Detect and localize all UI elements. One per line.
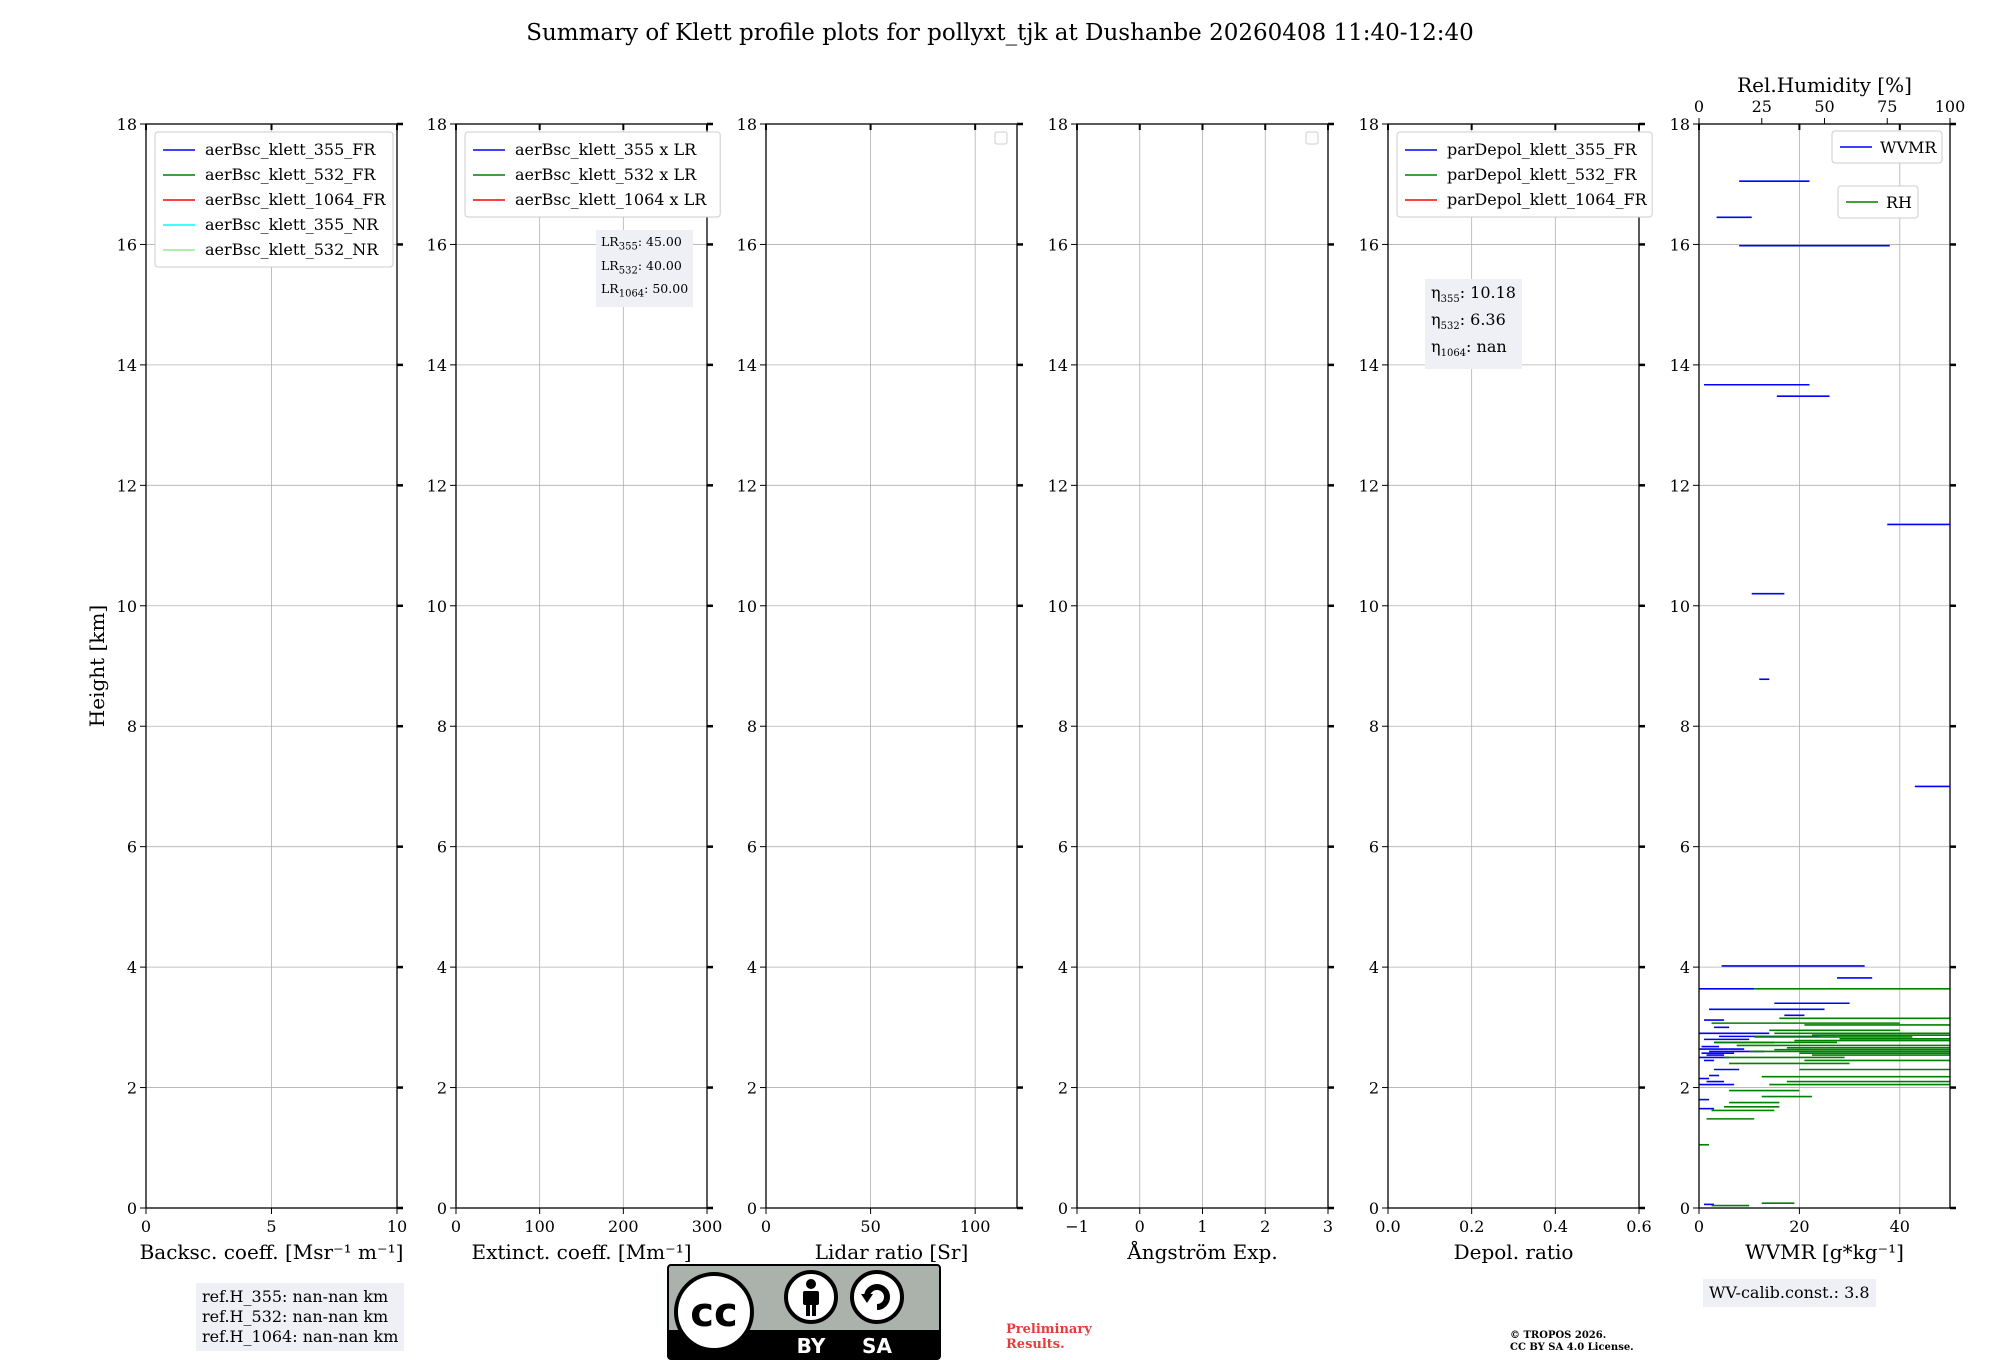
legend-label: parDepol_klett_1064_FR bbox=[1447, 190, 1647, 209]
panel-1 bbox=[85, 115, 407, 1264]
eta-355-line: $\eta_{355}$: 10.18 bbox=[1431, 283, 1516, 306]
y-tick-label: 18 bbox=[1047, 115, 1068, 134]
lidar-ratio-info-box bbox=[596, 230, 693, 307]
y-tick-label: 2 bbox=[126, 1078, 137, 1098]
y-tick-label: 16 bbox=[736, 235, 757, 255]
lr-532-line: $LR_{532}$: 40.00 bbox=[601, 257, 682, 276]
x-tick-label: 300 bbox=[691, 1217, 723, 1236]
ref-h-532-line: ref.H_532: nan-nan km bbox=[202, 1307, 389, 1326]
empty-legend-box bbox=[995, 132, 1007, 144]
y-tick-label: 4 bbox=[1057, 958, 1068, 978]
by-label: BY bbox=[796, 1334, 826, 1358]
legend bbox=[1397, 132, 1652, 217]
y-tick-label: 14 bbox=[1047, 355, 1068, 375]
y-axis-label: Height [km] bbox=[85, 604, 109, 728]
x-axis-label: WVMR [g*kg⁻¹] bbox=[1745, 1240, 1904, 1264]
x-tick-label: 20 bbox=[1789, 1217, 1810, 1236]
y-tick-label: 16 bbox=[1358, 235, 1379, 255]
angstrom-eta-info-box bbox=[1425, 279, 1522, 369]
x-axis-label: Ångström Exp. bbox=[1127, 1240, 1278, 1264]
y-tick-label: 14 bbox=[426, 355, 447, 375]
by-person-icon bbox=[786, 1272, 836, 1322]
legend-label: aerBsc_klett_355 x LR bbox=[515, 140, 697, 159]
panel-6 bbox=[1670, 73, 1966, 1264]
legend-label: aerBsc_klett_532_NR bbox=[205, 240, 379, 259]
copyright-note: © TROPOS 2026. CC BY SA 4.0 License. bbox=[1510, 1330, 1634, 1353]
y-tick-label: 8 bbox=[1057, 717, 1068, 737]
x2-tick-label: 75 bbox=[1877, 97, 1898, 116]
y-tick-label: 16 bbox=[1669, 235, 1690, 255]
y-tick-label: 14 bbox=[1669, 355, 1690, 375]
axes-frame bbox=[766, 124, 1017, 1208]
y-tick-label: 6 bbox=[746, 837, 757, 857]
legend bbox=[155, 132, 393, 267]
x-axis-label: Depol. ratio bbox=[1453, 1240, 1574, 1264]
legend-wvmr bbox=[1832, 131, 1942, 163]
y-tick-label: 14 bbox=[116, 355, 137, 375]
y-tick-label: 14 bbox=[736, 355, 757, 375]
y-tick-label: 6 bbox=[1368, 837, 1379, 857]
empty-legend-box bbox=[1306, 132, 1318, 144]
y-tick-label: 0 bbox=[126, 1199, 137, 1218]
legend-rh bbox=[1838, 186, 1918, 218]
reference-height-info-box bbox=[196, 1283, 404, 1351]
x-tick-label: 0.4 bbox=[1542, 1217, 1569, 1236]
y-tick-label: 6 bbox=[1057, 837, 1068, 857]
y-tick-label: 6 bbox=[126, 837, 137, 857]
y-tick-label: 12 bbox=[736, 476, 757, 496]
y-tick-label: 0 bbox=[746, 1199, 757, 1218]
y-tick-label: 18 bbox=[116, 115, 137, 134]
legend-label: aerBsc_klett_355_FR bbox=[205, 140, 376, 159]
wv-calibration-info-box: WV-calib.const.: 3.8 bbox=[1703, 1279, 1876, 1307]
y-tick-label: 0 bbox=[436, 1199, 447, 1218]
ref-h-1064-line: ref.H_1064: nan-nan km bbox=[202, 1327, 399, 1346]
y-tick-label: 2 bbox=[436, 1078, 447, 1098]
x-axis-label: Extinct. coeff. [Mm⁻¹] bbox=[471, 1240, 692, 1264]
eta-532-line: $\eta_{532}$: 6.36 bbox=[1431, 310, 1506, 333]
x-tick-label: 2 bbox=[1260, 1217, 1271, 1236]
y-tick-label: 0 bbox=[1679, 1199, 1690, 1218]
figure-title: Summary of Klett profile plots for pollyxt_tjk at Dushanbe 20260408 11:40-12:40 bbox=[526, 20, 1474, 46]
y-tick-label: 8 bbox=[1679, 717, 1690, 737]
x-tick-label: 0.0 bbox=[1375, 1217, 1401, 1236]
y-tick-label: 4 bbox=[126, 958, 137, 978]
x2-tick-label: 0 bbox=[1693, 97, 1705, 116]
y-tick-label: 8 bbox=[746, 717, 757, 737]
x-tick-label: 0.2 bbox=[1458, 1217, 1485, 1236]
x-axis-label: Lidar ratio [Sr] bbox=[814, 1240, 969, 1264]
y-tick-label: 10 bbox=[1047, 596, 1068, 616]
y-tick-label: 4 bbox=[746, 958, 757, 978]
sa-label: SA bbox=[862, 1334, 892, 1358]
x2-axis-label: Rel.Humidity [%] bbox=[1737, 73, 1912, 97]
x-tick-label: 5 bbox=[266, 1217, 277, 1236]
y-tick-label: 4 bbox=[436, 958, 447, 978]
legend-label: aerBsc_klett_355_NR bbox=[205, 215, 379, 234]
x-axis-label: Backsc. coeff. [Msr⁻¹ m⁻¹] bbox=[139, 1240, 404, 1264]
y-tick-label: 6 bbox=[436, 837, 447, 857]
legend-label: WVMR bbox=[1880, 138, 1937, 157]
legend-label: parDepol_klett_355_FR bbox=[1447, 140, 1637, 159]
y-tick-label: 2 bbox=[1368, 1078, 1379, 1098]
legend bbox=[465, 132, 720, 217]
x-tick-label: 1 bbox=[1197, 1217, 1208, 1236]
x-tick-label: 0 bbox=[760, 1217, 772, 1236]
eta-1064-line: $\eta_{1064}$: nan bbox=[1431, 337, 1507, 360]
panel-3 bbox=[737, 115, 1023, 1264]
y-tick-label: 16 bbox=[1047, 235, 1068, 255]
y-tick-label: 18 bbox=[426, 115, 447, 134]
y-tick-label: 16 bbox=[426, 235, 447, 255]
y-tick-label: 0 bbox=[1057, 1199, 1068, 1218]
x-tick-label: 50 bbox=[860, 1217, 881, 1236]
y-tick-label: 14 bbox=[1358, 355, 1379, 375]
x-tick-label: 3 bbox=[1322, 1217, 1334, 1236]
y-tick-label: 2 bbox=[1057, 1078, 1068, 1098]
x2-tick-label: 100 bbox=[1934, 97, 1966, 116]
y-tick-label: 12 bbox=[1669, 476, 1690, 496]
y-tick-label: 2 bbox=[746, 1078, 757, 1098]
y-tick-label: 16 bbox=[116, 235, 137, 255]
y-tick-label: 12 bbox=[1047, 476, 1068, 496]
x-tick-label: 40 bbox=[1889, 1217, 1910, 1236]
x-tick-label: 200 bbox=[608, 1217, 639, 1236]
y-tick-label: 12 bbox=[1358, 476, 1379, 496]
legend-label: aerBsc_klett_1064_FR bbox=[205, 190, 386, 209]
x-tick-label: 100 bbox=[524, 1217, 555, 1236]
legend-label: aerBsc_klett_1064 x LR bbox=[515, 190, 707, 209]
panel-4 bbox=[1048, 115, 1334, 1264]
y-tick-label: 12 bbox=[116, 476, 137, 496]
y-tick-label: 18 bbox=[736, 115, 757, 134]
y-tick-label: 18 bbox=[1669, 115, 1690, 134]
y-tick-label: 12 bbox=[426, 476, 447, 496]
x2-tick-label: 50 bbox=[1814, 97, 1835, 116]
y-tick-label: 10 bbox=[1358, 596, 1379, 616]
x-tick-label: 0 bbox=[1693, 1217, 1705, 1236]
lr-1064-line: $LR_{1064}$: 50.00 bbox=[601, 281, 689, 300]
y-tick-label: 6 bbox=[1679, 837, 1690, 857]
y-tick-label: 10 bbox=[736, 596, 757, 616]
legend-label: aerBsc_klett_532 x LR bbox=[515, 165, 697, 184]
preliminary-results-note: Preliminary Results. bbox=[1006, 1322, 1092, 1352]
y-tick-label: 2 bbox=[1679, 1078, 1690, 1098]
x-tick-label: 100 bbox=[959, 1217, 991, 1236]
y-tick-label: 4 bbox=[1368, 958, 1379, 978]
cc-logo-text: cc bbox=[690, 1290, 738, 1336]
y-tick-label: 10 bbox=[116, 596, 137, 616]
x-tick-label: 0.6 bbox=[1626, 1217, 1652, 1236]
ref-h-355-line: ref.H_355: nan-nan km bbox=[202, 1287, 389, 1306]
cc-by-sa-license-badge bbox=[667, 1264, 941, 1360]
y-tick-label: 0 bbox=[1368, 1199, 1379, 1218]
y-tick-label: 8 bbox=[1368, 717, 1379, 737]
x-tick-label: 0 bbox=[140, 1217, 152, 1236]
lr-355-line: $LR_{355}$: 45.00 bbox=[601, 234, 682, 253]
y-tick-label: 18 bbox=[1358, 115, 1379, 134]
legend-label: parDepol_klett_532_FR bbox=[1447, 165, 1637, 184]
sa-share-alike-icon bbox=[852, 1272, 902, 1322]
legend-label: RH bbox=[1886, 193, 1912, 212]
legend-label: aerBsc_klett_532_FR bbox=[205, 165, 376, 184]
y-tick-label: 10 bbox=[1669, 596, 1690, 616]
y-tick-label: 8 bbox=[436, 717, 447, 737]
x2-tick-label: 25 bbox=[1751, 97, 1772, 116]
y-tick-label: 4 bbox=[1679, 958, 1690, 978]
x-tick-label: 0 bbox=[1134, 1217, 1145, 1236]
x-tick-label: −1 bbox=[1065, 1217, 1089, 1236]
x-tick-label: 10 bbox=[386, 1217, 408, 1236]
y-tick-label: 10 bbox=[426, 596, 447, 616]
x-tick-label: 0 bbox=[450, 1217, 462, 1236]
y-tick-label: 8 bbox=[126, 717, 137, 737]
